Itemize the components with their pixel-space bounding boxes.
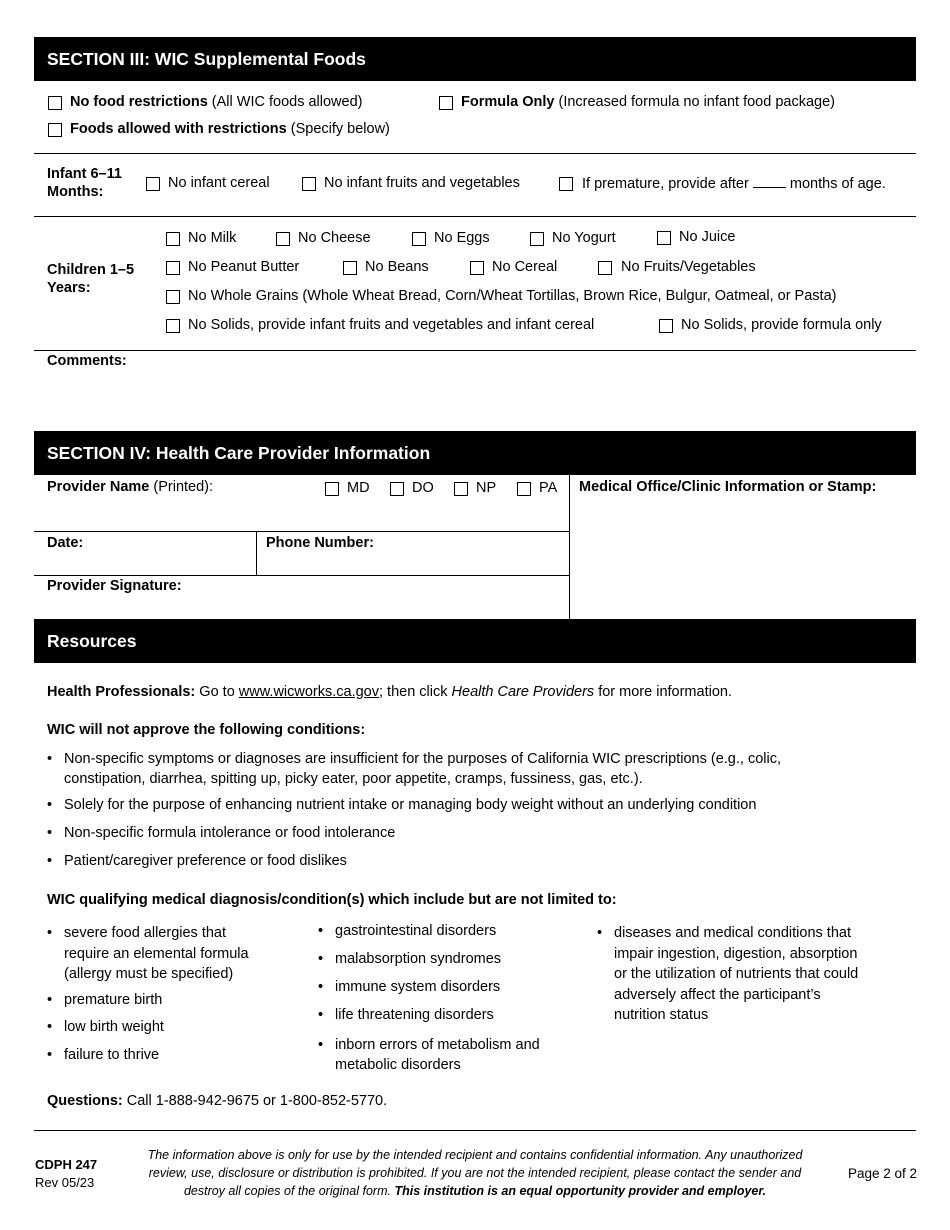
no-infant-fruits-veg-label: No infant fruits and vegetables [324, 175, 520, 191]
no-cereal-checkbox[interactable] [470, 261, 484, 275]
confidentiality-notice: The information above is only for use by the intended recipient and contains confidential information. Any unauthorized review, use, disclosure or distribution is prohibited. If you are not the intended recipient, please contact the sender and destroy all copies of the original form. This institution is an equal opportunity provider and employer. [147, 1148, 803, 1198]
no-yogurt-checkbox[interactable] [530, 232, 544, 246]
do-checkbox[interactable] [390, 482, 404, 496]
list-item: • malabsorption syndromes [335, 951, 501, 967]
provider-signature-label: Provider Signature: [47, 578, 182, 594]
office-stamp-label: Medical Office/Clinic Information or Stamp: [579, 479, 877, 495]
no-beans-label: No Beans [365, 259, 429, 275]
list-item: • premature birth [64, 992, 162, 1008]
list-item: • immune system disorders [335, 979, 500, 995]
list-item: • Non-specific formula intolerance or food intolerance [64, 825, 395, 841]
health-professionals-line: Health Professionals: Go to www.wicworks.ca.gov; then click Health Care Providers for more information. [47, 684, 732, 700]
no-peanut-butter-label: No Peanut Butter [188, 259, 300, 275]
page-number: Page 2 of 2 [848, 1166, 918, 1181]
no-solids-infant-foods-label: No Solids, provide infant fruits and vegetables and infant cereal [188, 317, 595, 333]
comments-field[interactable] [140, 352, 910, 422]
no-juice-label: No Juice [679, 229, 736, 245]
date-label: Date: [47, 535, 84, 551]
qualifying-heading: WIC qualifying medical diagnosis/condition(s) which include but are not limited to: [47, 892, 617, 908]
section3-header: SECTION III: WIC Supplemental Foods [34, 37, 916, 81]
wicworks-link[interactable]: www.wicworks.ca.gov [238, 684, 379, 700]
no-infant-cereal-checkbox[interactable] [146, 177, 160, 191]
no-yogurt-label: No Yogurt [552, 230, 616, 246]
list-item: • Patient/caregiver preference or food dislikes [64, 853, 347, 869]
infant-label: Infant 6–11 Months: [47, 166, 122, 200]
no-cheese-checkbox[interactable] [276, 232, 290, 246]
list-item: • gastrointestinal disorders [335, 923, 496, 939]
form-id: CDPH 247 [35, 1157, 98, 1172]
comments-label: Comments: [47, 353, 127, 369]
no-beans-checkbox[interactable] [343, 261, 357, 275]
np-label: NP [476, 480, 497, 496]
no-infant-cereal-label: No infant cereal [168, 175, 270, 191]
foods-with-restrictions-label: Foods allowed with restrictions (Specify below) [70, 121, 390, 137]
no-juice-checkbox[interactable] [657, 231, 671, 245]
list-item: • life threatening disorders [335, 1007, 494, 1023]
np-checkbox[interactable] [454, 482, 468, 496]
no-whole-grains-checkbox[interactable] [166, 290, 180, 304]
list-item: • diseases and medical conditions that impair ingestion, digestion, absorption or the utilization of nutrients that could adversely affect the participant’s nutrition status [614, 923, 858, 1026]
pa-checkbox[interactable] [517, 482, 531, 496]
no-milk-label: No Milk [188, 230, 237, 246]
no-cereal-label: No Cereal [492, 259, 558, 275]
premature-checkbox[interactable] [559, 177, 573, 191]
no-eggs-label: No Eggs [434, 230, 490, 246]
foods-with-restrictions-checkbox[interactable] [48, 123, 62, 137]
phone-number-label: Phone Number: [266, 535, 374, 551]
no-milk-checkbox[interactable] [166, 232, 180, 246]
provider-name-label: Provider Name (Printed): [47, 479, 214, 495]
do-label: DO [412, 480, 434, 496]
no-whole-grains-label: No Whole Grains (Whole Wheat Bread, Corn/Wheat Tortillas, Brown Rice, Bulgur, Oatmeal, or Pasta) [188, 288, 837, 304]
formula-only-checkbox[interactable] [439, 96, 453, 110]
list-item: • Non-specific symptoms or diagnoses are insufficient for the purposes of California WIC prescriptions (e.g., colic, constipation, diarrhea, spitting up, picky eater, poor appetite, cramps, fussiness, gas, etc.). [64, 749, 781, 789]
divider [34, 350, 916, 351]
divider [34, 575, 569, 576]
no-solids-formula-label: No Solids, provide formula only [681, 317, 882, 333]
form-revision: Rev 05/23 [35, 1175, 95, 1190]
formula-only-label: Formula Only (Increased formula no infant food package) [461, 94, 835, 110]
list-item: • inborn errors of metabolism and metabolic disorders [335, 1035, 540, 1075]
md-label: MD [347, 480, 370, 496]
divider [34, 531, 569, 532]
footer-divider [34, 1130, 916, 1131]
md-checkbox[interactable] [325, 482, 339, 496]
no-food-restrictions-label: No food restrictions (All WIC foods allowed) [70, 94, 363, 110]
divider [34, 216, 916, 217]
no-peanut-butter-checkbox[interactable] [166, 261, 180, 275]
no-eggs-checkbox[interactable] [412, 232, 426, 246]
office-stamp-field[interactable] [575, 500, 915, 615]
no-fruits-vegetables-label: No Fruits/Vegetables [621, 259, 756, 275]
children-label: Children 1–5 Years: [47, 262, 135, 296]
list-item: • severe food allergies that require an elemental formula (allergy must be specified) [64, 923, 249, 985]
list-item: • Solely for the purpose of enhancing nutrient intake or managing body weight without an underlying condition [64, 797, 756, 813]
no-infant-fruits-veg-checkbox[interactable] [302, 177, 316, 191]
questions-line: Questions: Call 1-888-942-9675 or 1-800-852-5770. [47, 1093, 388, 1109]
no-food-restrictions-checkbox[interactable] [48, 96, 62, 110]
list-item: • low birth weight [64, 1019, 164, 1035]
list-item: • failure to thrive [64, 1047, 159, 1063]
no-fruits-vegetables-checkbox[interactable] [598, 261, 612, 275]
no-solids-formula-checkbox[interactable] [659, 319, 673, 333]
not-approve-heading: WIC will not approve the following conditions: [47, 722, 366, 738]
section4-header: SECTION IV: Health Care Provider Information [34, 431, 916, 475]
no-solids-infant-foods-checkbox[interactable] [166, 319, 180, 333]
resources-header: Resources [34, 619, 916, 663]
no-cheese-label: No Cheese [298, 230, 371, 246]
column-divider [569, 475, 570, 619]
divider [34, 153, 916, 154]
column-divider [256, 531, 257, 575]
pa-label: PA [539, 480, 558, 496]
premature-months-input[interactable] [753, 175, 786, 188]
premature-label: If premature, provide after months of age. [582, 176, 886, 192]
